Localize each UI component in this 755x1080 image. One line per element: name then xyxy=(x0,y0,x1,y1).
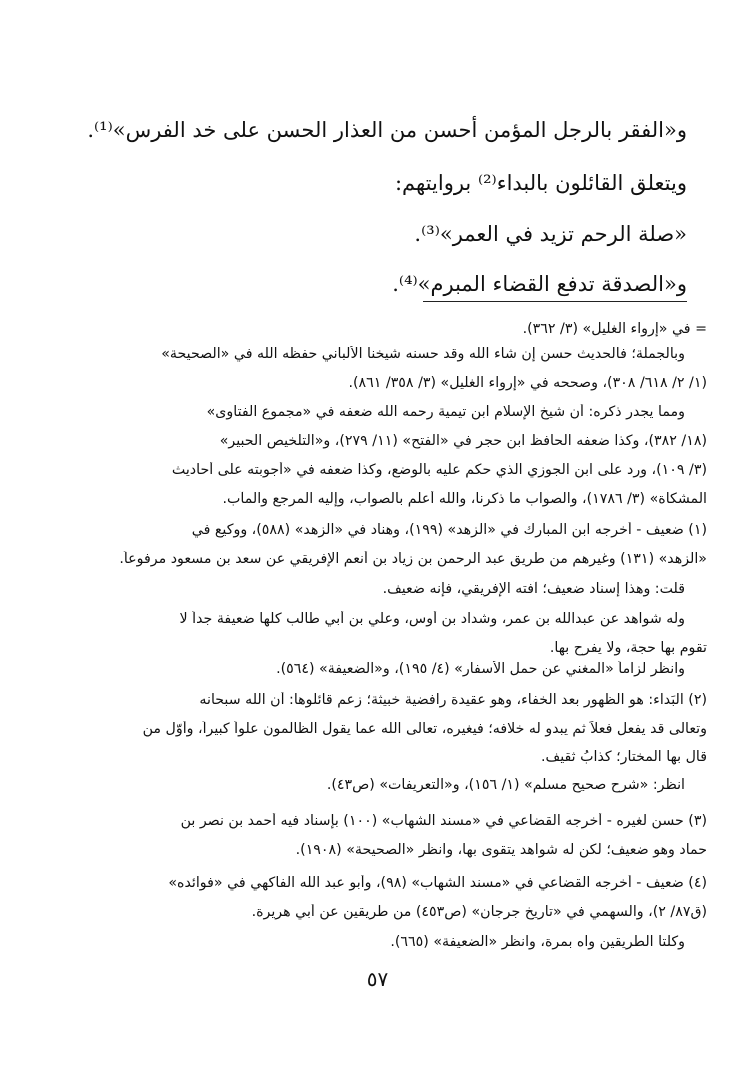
footnote-1-line: تقوم بها حجة، ولا يفرح بها. xyxy=(549,640,707,656)
footnote-divider xyxy=(423,301,687,302)
footnote-2-line: وتعالى قد يفعل فعلاً ثم يبدو له خلافه؛ فيغيره، تعالى الله عما يقول الظالمون علواً كبيراً، وأوّل من xyxy=(142,721,707,737)
footnote-line: (٣/ ١٠٩)، ورد على ابن الجوزي الذي حكم عليه بالوضع، وكذا ضعفه في «أجوبته على أحاديث xyxy=(171,462,707,478)
main-text-line-1: و«الفقر بالرجل المؤمن أحسن من العذار الحسن على خد الفرس»⁽¹⁾. xyxy=(87,118,687,142)
footnote-line: ومما يجدر ذكره: أن شيخ الإسلام ابن تيمية رحمه الله ضعفه في «مجموع الفتاوى» xyxy=(206,404,685,420)
footnote-line: = في «إرواء الغليل» (٣/ ٣٦٢). xyxy=(522,321,707,337)
main-text-line-3: «صلة الرحم تزيد في العمر»⁽³⁾. xyxy=(414,222,687,246)
footnote-3-line: حماد وهو ضعيف؛ لكن له شواهد يتقوى بها، وانظر «الصحيحة» (١٩٠٨). xyxy=(295,842,707,858)
footnote-1-line: وانظر لزاماً «المغني عن حمل الأسفار» (٤/ ١٩٥)، و«الضعيفة» (٥٦٤). xyxy=(276,661,685,677)
footnote-2-line: (٢) البَداء: هو الظهور بعد الخفاء، وهو عقيدة رافضية خبيثة؛ زعم قائلوها: أن الله سبحانه xyxy=(199,692,707,708)
page-number: ٥٧ xyxy=(366,967,389,991)
footnote-4-line: (٤) ضعيف - أخرجه القضاعي في «مسند الشهاب» (٩٨)، وأبو عبد الله الفاكهي في «فوائده» xyxy=(168,875,707,891)
footnote-4-line: وكلتا الطريقين واه بمرة، وانظر «الضعيفة» (٦٦٥). xyxy=(390,934,685,950)
footnote-1-line: قلت: وهذا إسناد ضعيف؛ آفته الإفريقي، فإنه ضعيف. xyxy=(382,581,685,597)
footnote-2-line: قال بها المختار؛ كذابُ ثقيف. xyxy=(541,749,707,765)
main-text-line-4: و«الصدقة تدفع القضاء المبرم»⁽⁴⁾. xyxy=(392,272,687,296)
footnote-line: (١/ ٢/ ٦١٨/ ٣٠٨)، وصححه في «إرواء الغليل» (٣/ ٣٥٨/ ٨٦١). xyxy=(348,375,707,391)
footnote-1-line: «الزهد» (١٣١) وغيرهم من طريق عبد الرحمن بن زياد بن أنعم الإفريقي عن سعد بن مسعود مرفوعاً. xyxy=(119,551,707,567)
footnote-line: المشكاة» (٣/ ١٧٨٦)، والصواب ما ذكرنا، والله أعلم بالصواب، وإليه المرجع والمآب. xyxy=(222,491,707,507)
footnote-2-line: انظر: «شرح صحيح مسلم» (١/ ١٥٦)، و«التعريفات» (ص٤٣). xyxy=(326,777,685,793)
footnote-line: وبالجملة؛ فالحديث حسن إن شاء الله وقد حسنه شيخنا الألباني حفظه الله في «الصحيحة» xyxy=(161,346,685,362)
footnote-3-line: (٣) حسن لغيره - أخرجه القضاعي في «مسند الشهاب» (١٠٠) بإسناد فيه أحمد بن نصر بن xyxy=(180,813,707,829)
footnote-4-line: (ق٨٧/ ٢)، والسهمي في «تاريخ جرجان» (ص٤٥٣) من طريقين عن أبي هريرة. xyxy=(251,904,707,920)
main-text-line-2: ويتعلق القائلون بالبداء⁽²⁾ بروايتهم: xyxy=(394,171,687,195)
footnote-1-line: وله شواهد عن عبدالله بن عمر، وشداد بن أوس، وعلي بن أبي طالب كلها ضعيفة جداً لا xyxy=(179,611,685,627)
footnote-line: (١٨/ ٣٨٢)، وكذا ضعفه الحافظ ابن حجر في «الفتح» (١١/ ٢٧٩)، و«التلخيص الحبير» xyxy=(219,433,707,449)
footnote-1-line: (١) ضعيف - أخرجه ابن المبارك في «الزهد» (١٩٩)، وهناد في «الزهد» (٥٨٨)، ووكيع في xyxy=(191,522,707,538)
